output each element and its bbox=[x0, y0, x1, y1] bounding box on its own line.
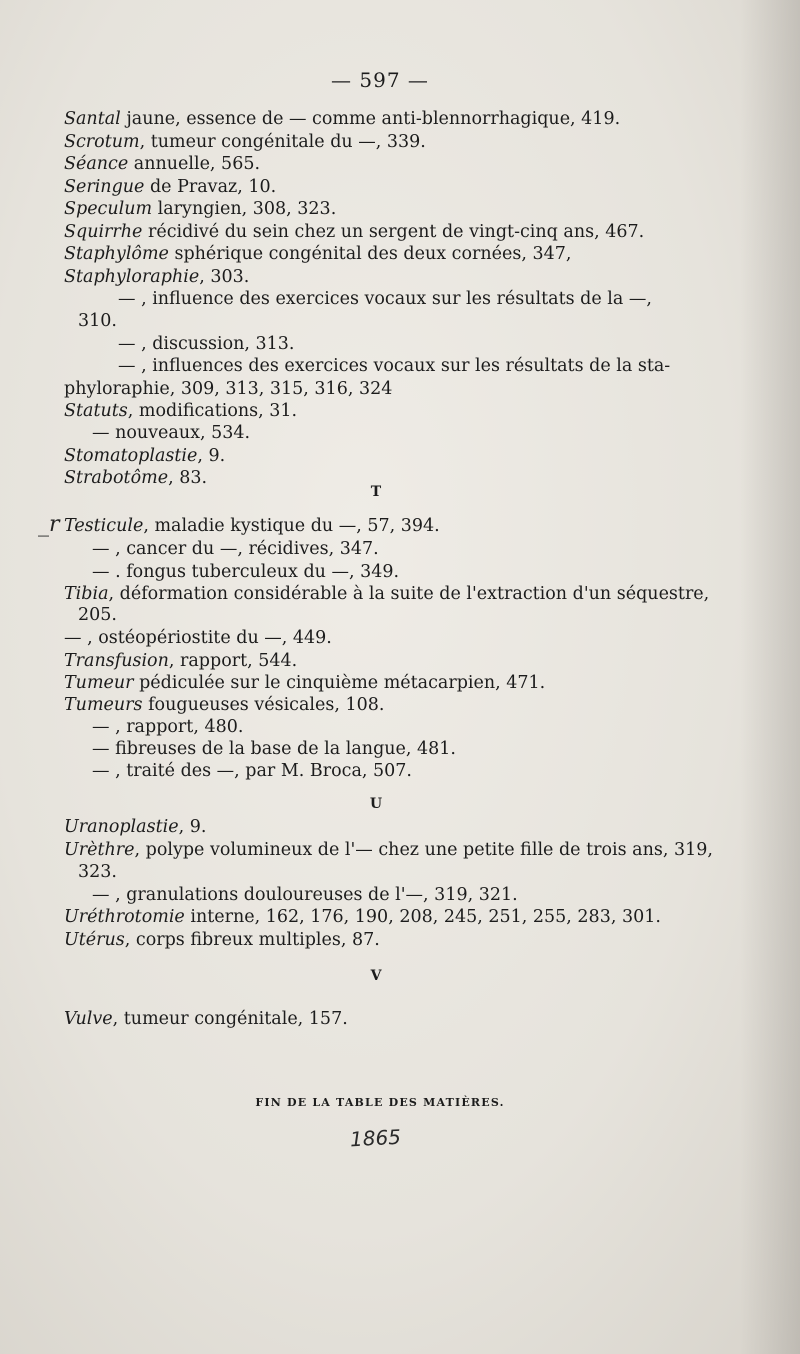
index-entry: — fibreuses de la base de la langue, 481. bbox=[92, 739, 456, 759]
index-entry-continuation: 310. bbox=[78, 311, 117, 331]
page-number: — 597 — bbox=[331, 68, 429, 92]
index-entry: — , discussion, 313. bbox=[118, 334, 295, 354]
index-entry: — , influence des exercices vocaux sur les résultats de la —, bbox=[118, 289, 652, 309]
index-entry: Vulve, tumeur congénitale, 157. bbox=[64, 1009, 348, 1029]
index-entry: — , ostéopériostite du —, 449. bbox=[64, 628, 332, 648]
margin-annotation: _r bbox=[38, 512, 60, 537]
section-letter-u: U bbox=[369, 796, 383, 812]
index-entry: Stomatoplastie, 9. bbox=[64, 446, 226, 466]
index-entry: Séance annuelle, 565. bbox=[64, 154, 261, 174]
index-entry: Tumeur pédiculée sur le cinquième métacarpien, 471. bbox=[64, 673, 546, 693]
index-entry: — , rapport, 480. bbox=[92, 717, 244, 737]
page-edge-shadow bbox=[740, 0, 800, 1354]
index-entry: Speculum laryngien, 308, 323. bbox=[64, 199, 337, 219]
index-entry: Utérus, corps fibreux multiples, 87. bbox=[64, 930, 380, 950]
index-entry: Tibia, déformation considérable à la suite de l'extraction d'un séquestre, bbox=[64, 584, 710, 604]
index-entry: Staphyloraphie, 303. bbox=[64, 267, 250, 287]
index-entry: Transfusion, rapport, 544. bbox=[64, 651, 298, 671]
end-of-table-note: FIN DE LA TABLE DES MATIÈRES. bbox=[255, 1096, 505, 1109]
section-letter-t: T bbox=[370, 484, 382, 500]
index-entry: Statuts, modifications, 31. bbox=[64, 401, 298, 421]
index-entry: Seringue de Pravaz, 10. bbox=[64, 177, 277, 197]
index-entry-continuation: phyloraphie, 309, 313, 315, 316, 324 bbox=[64, 379, 393, 399]
index-entry: — , traité des —, par M. Broca, 507. bbox=[92, 761, 412, 781]
index-entry: Uréthrotomie interne, 162, 176, 190, 208, 245, 251, 255, 283, 301. bbox=[64, 907, 661, 927]
index-entry: Tumeurs fougueuses vésicales, 108. bbox=[64, 695, 385, 715]
index-entry: Squirrhe récidivé du sein chez un sergent de vingt-cinq ans, 467. bbox=[64, 222, 645, 242]
index-entry: — nouveaux, 534. bbox=[92, 423, 251, 443]
index-entry: Testicule, maladie kystique du —, 57, 394. bbox=[64, 516, 440, 536]
index-entry: — . fongus tuberculeux du —, 349. bbox=[92, 562, 400, 582]
handwritten-note: 1865 bbox=[349, 1124, 402, 1152]
index-entry: — , cancer du —, récidives, 347. bbox=[92, 539, 379, 559]
section-letter-v: V bbox=[370, 968, 382, 984]
index-entry: Strabotôme, 83. bbox=[64, 468, 208, 488]
index-entry: — , granulations douloureuses de l'—, 319, 321. bbox=[92, 885, 518, 905]
index-entry: Santal jaune, essence de — comme anti-blennorrhagique, 419. bbox=[64, 109, 621, 129]
index-entry-continuation: 205. bbox=[78, 605, 117, 625]
index-entry-continuation: 323. bbox=[78, 862, 117, 882]
index-entry: Uranoplastie, 9. bbox=[64, 817, 207, 837]
index-entry: Scrotum, tumeur congénitale du —, 339. bbox=[64, 132, 426, 152]
index-entry: — , influences des exercices vocaux sur les résultats de la sta- bbox=[118, 356, 671, 376]
index-entry: Urèthre, polype volumineux de l'— chez une petite fille de trois ans, 319, bbox=[64, 840, 713, 860]
index-entry: Staphylôme sphérique congénital des deux cornées, 347, bbox=[64, 244, 572, 264]
